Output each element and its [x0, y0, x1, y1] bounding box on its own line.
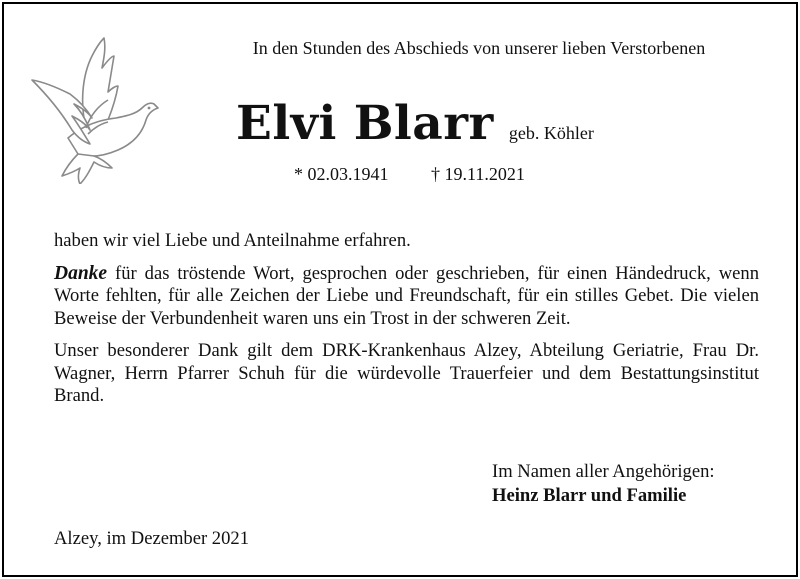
death-date: † 19.11.2021 — [431, 164, 525, 184]
name-row — [236, 96, 594, 151]
birth-date: * 02.03.1941 — [294, 164, 389, 184]
birth-name: geb. Köhler — [508, 123, 594, 143]
signature — [492, 460, 715, 508]
place-date: Alzey, im Dezember 2021 — [54, 528, 249, 549]
gratitude-paragraph: Unser besonderer Dank gilt dem DRK-Krankenhaus Alzey, Abteilung Geriatrie, Frau Dr. Wagner, Herrn Pfarrer Schuh für die würdevolle Trauerfeier und dem Bestattungsinstitut Brand. — [54, 340, 759, 406]
thanks-text: für das tröstende Wort, gesprochen oder geschrieben, für einen Händedruck, wenn Worte fehlten, für alle Zeichen der Liebe und Freundschaft, für ein stilles Gebet. Die vielen Beweise der Verbundenheit waren uns ein Trost in der schweren Zeit. — [54, 262, 759, 329]
thanks-paragraph — [54, 263, 759, 331]
body-line-1: haben wir viel Liebe und Anteilnahme erfahren. — [54, 230, 411, 251]
signature-family: Heinz Blarr und Familie — [492, 485, 687, 506]
life-dates — [294, 164, 525, 185]
deceased-name: Elvi Blarr — [236, 96, 494, 151]
obituary-card — [2, 2, 798, 577]
intro-text: In den Stunden des Abschieds von unserer lieben Verstorbenen — [252, 38, 706, 58]
message-body — [54, 230, 759, 418]
signature-line: Im Namen aller Angehörigen: — [492, 461, 715, 482]
thanks-word: Danke — [54, 262, 108, 284]
